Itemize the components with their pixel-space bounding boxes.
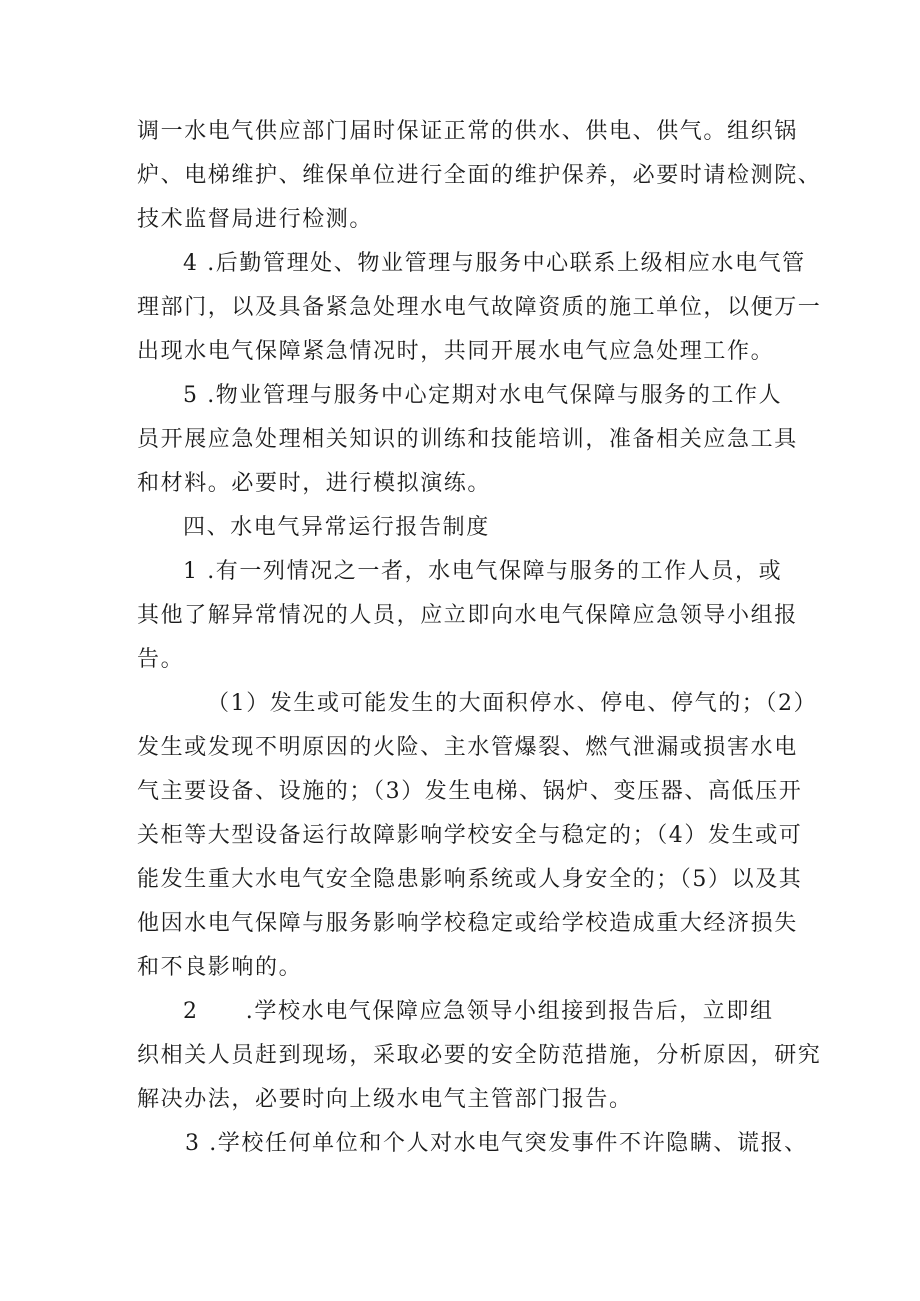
text-line: 告。 — [137, 647, 185, 672]
text-line: 出现水电气保障紧急情况时，共同开展水电气应急处理工作。 — [137, 339, 775, 364]
text-line: 织相关人员赶到现场，采取必要的安全防范措施，分析原因，研究 — [137, 1043, 822, 1068]
text-line: 员开展应急处理相关知识的训练和技能培训，准备相关应急工具 — [137, 427, 798, 452]
text-line: 技术监督局进行检测。 — [137, 207, 374, 232]
text-line: 发生或发现不明原因的火险、主水管爆裂、燃气泄漏或损害水电 — [137, 735, 798, 760]
text-line: 能发生重大水电气安全隐患影响系统或人身安全的；（5）以及其 — [137, 867, 803, 892]
section-heading: 四、水电气异常运行报告制度 — [183, 515, 490, 540]
text-line: 解决办法，必要时向上级水电气主管部门报告。 — [137, 1087, 633, 1112]
text-line: 3 .学校任何单位和个人对水电气突发事件不许隐瞒、谎报、 — [185, 1131, 808, 1156]
text-line: 调一水电气供应部门届时保证正常的供水、供电、供气。组织锅 — [137, 119, 798, 144]
text-line: 关柜等大型设备运行故障影响学校安全与稳定的；（4）发生或可 — [137, 823, 803, 848]
text-line: 理部门，以及具备紧急处理水电气故障资质的施工单位，以便万一 — [137, 295, 822, 320]
text-line: 4 .后勤管理处、物业管理与服务中心联系上级相应水电气管 — [183, 251, 806, 276]
text-line: 气主要设备、设施的；（3）发生电梯、锅炉、变压器、高低压开 — [137, 779, 803, 804]
text-line: 5 .物业管理与服务中心定期对水电气保障与服务的工作人 — [183, 383, 783, 408]
text-line: 他因水电气保障与服务影响学校稳定或给学校造成重大经济损失 — [137, 911, 798, 936]
text-line: 2 .学校水电气保障应急领导小组接到报告后，立即组 — [183, 999, 774, 1024]
text-line: 其他了解异常情况的人员，应立即向水电气保障应急领导小组报 — [137, 603, 798, 628]
text-line: 炉、电梯维护、维保单位进行全面的维护保养，必要时请检测院、 — [137, 163, 822, 188]
text-line: 1 .有一列情况之一者，水电气保障与服务的工作人员，或 — [183, 559, 783, 584]
text-line: 和材料。必要时，进行模拟演练。 — [137, 471, 492, 496]
text-line: （1）发生或可能发生的大面积停水、停电、停气的；（2） — [207, 691, 818, 716]
text-line: 和不良影响的。 — [137, 955, 303, 980]
